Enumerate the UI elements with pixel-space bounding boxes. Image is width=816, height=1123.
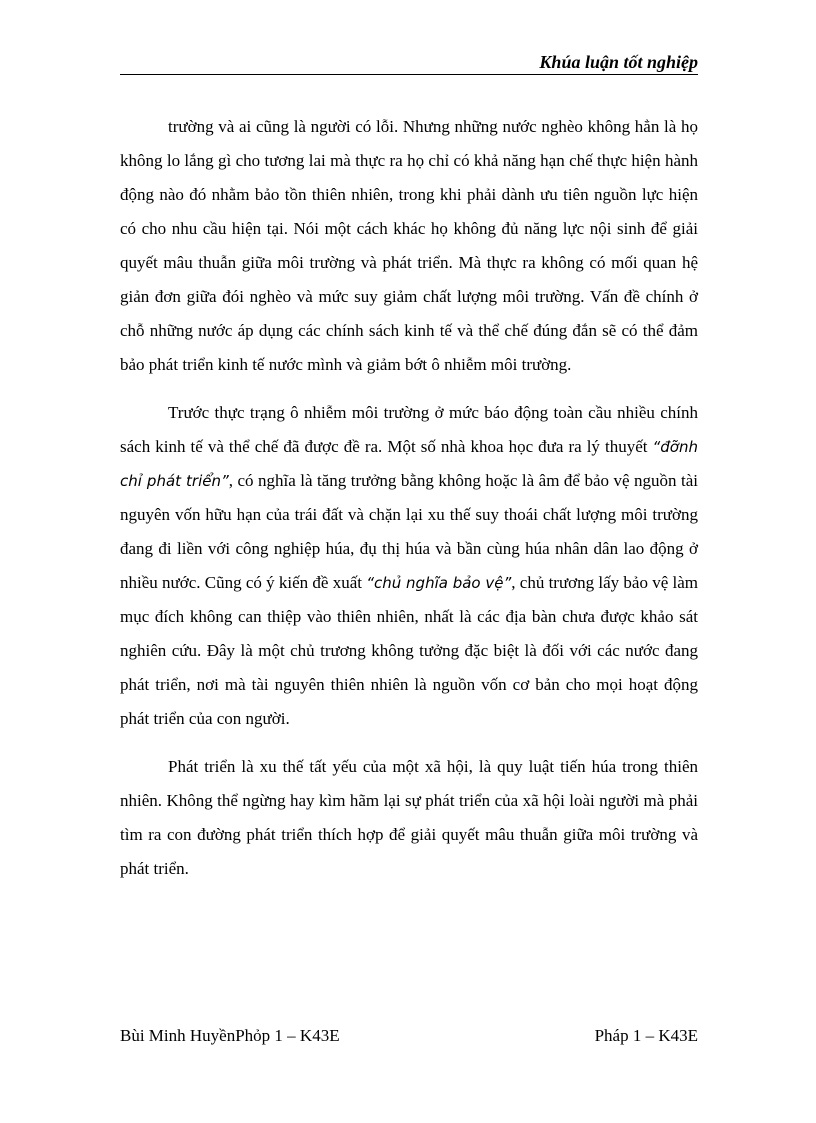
header-title: Khúa luận tốt nghiệp <box>539 52 698 72</box>
paragraph-2-text-3: , chủ trương lấy bảo vệ làm mục đích không can thiệp vào thiên nhiên, nhất là các địa bàn chưa được khảo sát nghiên cứu. Đây là một chủ trương không tưởng đặc biệt là đối với các nước đang phát triển, nơi mà tài nguyên thiên nhiên là nguồn vốn cơ bản cho mọi hoạt động phát triển của con người. <box>120 573 699 728</box>
document-body <box>120 110 698 900</box>
paragraph-3: Phát triển là xu thế tất yếu của một xã hội, là quy luật tiến húa trong thiên nhiên. Không thể ngừng hay kìm hãm lại sự phát triển của xã hội loài người mà phải tìm ra con đường phát triển thích hợp để giải quyết mâu thuẫn giữa môi trường và phát triển. <box>120 757 698 878</box>
footer-class: Pháp 1 – K43E <box>594 1026 698 1045</box>
emphasis-term-2: “chủ nghĩa bảo vệ” <box>366 574 512 592</box>
paragraph-2 <box>120 396 698 736</box>
paragraph-1: trường và ai cũng là người có lỗi. Nhưng những nước nghèo không hẳn là họ không lo lắng gì cho tương lai mà thực ra họ chỉ có khả năng hạn chế thực hiện hành động nào đó nhằm bảo tồn thiên nhiên, trong khi phải dành ưu tiên nguồn lực hiện có cho nhu cầu hiện tại. Nói một cách khác họ không đủ năng lực nội sinh để giải quyết mâu thuẫn giữa môi trường và phát triển. Mà thực ra không có mối quan hệ giản đơn giữa đói nghèo và mức suy giảm chất lượng môi trường. Vấn đề chính ở chỗ những nước áp dụng các chính sách kinh tế và thể chế đúng đắn sẽ có thể đảm bảo phát triển kinh tế nước mình và giảm bớt ô nhiễm môi trường. <box>120 117 698 374</box>
footer-author: Bùi Minh HuyềnPhỏp 1 – K43E <box>120 1026 340 1045</box>
paragraph-2-text-2: , có nghĩa là tăng trưởng bằng không hoặc là âm để bảo vệ nguồn tài nguyên vốn hữu hạn của trái đất và chặn lại xu thế suy thoái chất lượng môi trường đang đi liền với công nghiệp húa, đụ thị húa và bần cùng húa nhân dân lao động ở nhiều nước. Cũng có ý kiến đề xuất <box>120 471 698 592</box>
emphasis-term-1: “đỡnh chỉ phát triển” <box>120 438 698 490</box>
page-header <box>120 50 698 75</box>
paragraph-2-text-1: Trước thực trạng ô nhiễm môi trường ở mức báo động toàn cầu nhiều chính sách kinh tế và thể chế đã được đề ra. Một số nhà khoa học đưa ra lý thuyết <box>120 403 698 456</box>
